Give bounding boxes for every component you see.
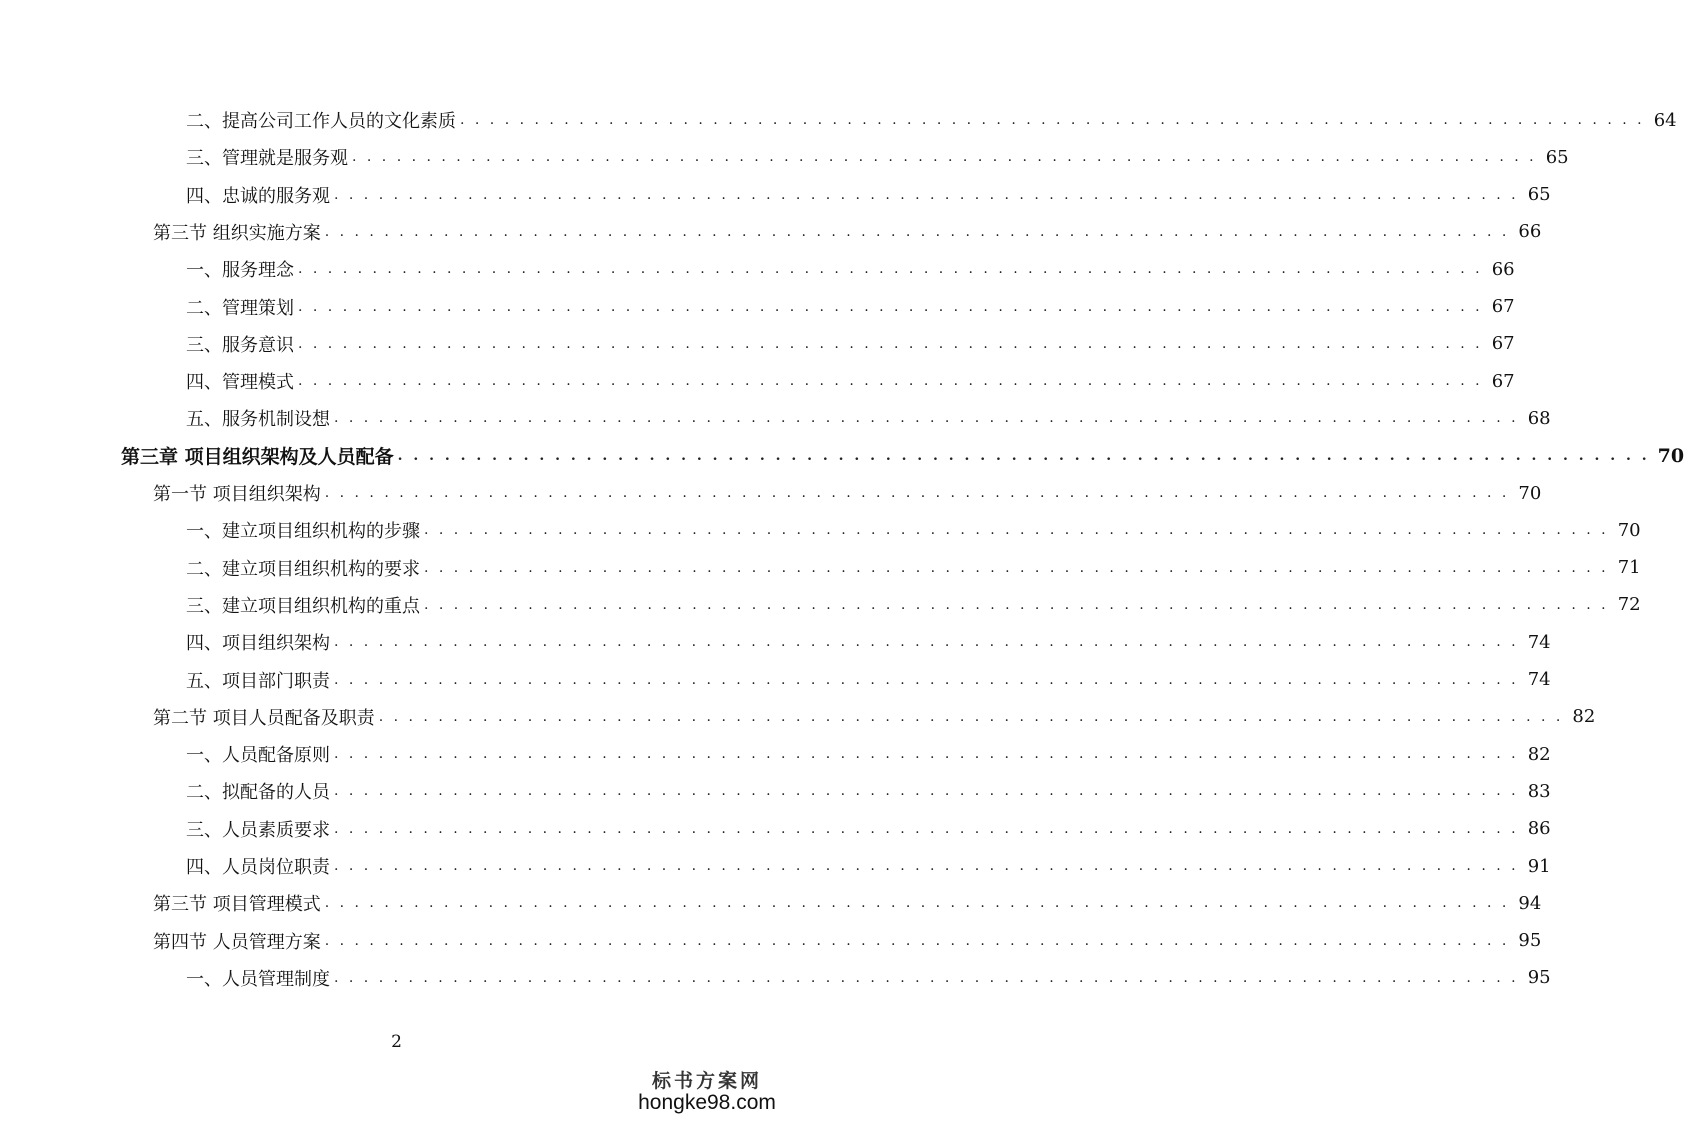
toc-dot-leader: . . . . . . . . . . . . . . . . . . . . . . . . . . . . . . . . . . . . . . . . . . . . . . . . . . . . . . . . . . . . . . . . . . . . . . . . . . . . . . . . bbox=[298, 335, 1483, 352]
toc-dot-leader: . . . . . . . . . . . . . . . . . . . . . . . . . . . . . . . . . . . . . . . . . . . . . . . . . . . . . . . . . . . . . . . . . . . . . . . . . . . . . . . . bbox=[334, 969, 1519, 986]
toc-entry-label: 五、服务机制设想 bbox=[186, 409, 330, 431]
toc-dot-leader: . . . . . . . . . . . . . . . . . . . . . . . . . . . . . . . . . . . . . . . . . . . . . . . . . . . . . . . . . . . . . . . . . . . . . . . . . . . . . . . . bbox=[334, 186, 1519, 203]
toc-entry bbox=[186, 515, 1641, 545]
toc-entry bbox=[186, 403, 1551, 433]
toc-dot-leader: . . . . . . . . . . . . . . . . . . . . . . . . . . . . . . . . . . . . . . . . . . . . . . . . . . . . . . . . . . . . . . . . . . . . . . . . . . . . . . . . bbox=[352, 149, 1537, 166]
toc-entry bbox=[153, 702, 1596, 732]
toc-entry bbox=[186, 963, 1551, 993]
page-number: 2 bbox=[391, 1032, 402, 1052]
toc-entry bbox=[186, 366, 1515, 396]
toc-entry-page: 86 bbox=[1527, 818, 1551, 840]
toc-dot-leader: . . . . . . . . . . . . . . . . . . . . . . . . . . . . . . . . . . . . . . . . . . . . . . . . . . . . . . . . . . . . . . . . . . . . . . . . . . . . . . . . bbox=[334, 746, 1519, 763]
toc-entry bbox=[186, 627, 1551, 657]
toc-entry-page: 66 bbox=[1518, 221, 1542, 243]
toc-entry-page: 82 bbox=[1527, 743, 1551, 765]
toc-entry-page: 67 bbox=[1491, 370, 1515, 392]
toc-entry bbox=[186, 553, 1641, 583]
toc-entry-page: 91 bbox=[1527, 855, 1551, 877]
toc-entry-label: 第三章 项目组织架构及人员配备 bbox=[121, 446, 394, 469]
toc-entry bbox=[186, 180, 1551, 210]
toc-entry-label: 一、建立项目组织机构的步骤 bbox=[186, 521, 420, 543]
toc-dot-leader: . . . . . . . . . . . . . . . . . . . . . . . . . . . . . . . . . . . . . . . . . . . . . . . . . . . . . . . . . . . . . . . . . . . . . . . . . . . . . . . . bbox=[324, 223, 1510, 240]
toc-entry bbox=[153, 217, 1542, 247]
toc-entry-page: 72 bbox=[1617, 594, 1641, 616]
toc-entry bbox=[186, 292, 1515, 322]
toc-dot-leader: . . . . . . . . . . . . . . . . . . . . . . . . . . . . . . . . . . . . . . . . . . . . . . . . . . . . . . . . . . . . . . . . . . . . . . . . . . . . . . . . bbox=[334, 858, 1519, 874]
toc-entry bbox=[186, 776, 1551, 806]
toc-entry-page: 82 bbox=[1572, 706, 1596, 728]
toc-entry bbox=[153, 478, 1542, 508]
toc-entry bbox=[186, 105, 1677, 135]
toc-dot-leader: . . . . . . . . . . . . . . . . . . . . . . . . . . . . . . . . . . . . . . . . . . . . . . . . . . . . . . . . . . . . . . . . . . . . . . . . . . . . . . . . bbox=[324, 932, 1510, 949]
toc-dot-leader: . . . . . . . . . . . . . . . . . . . . . . . . . . . . . . . . . . . . . . . . . . . . . . . . . . . . . . . . . . . . . . . . . . . . . . . . . . . . . . . . bbox=[334, 820, 1519, 837]
toc-entry-page: 68 bbox=[1527, 407, 1551, 429]
toc-entry-label: 一、人员配备原则 bbox=[186, 745, 330, 767]
toc-entry-label: 二、提高公司工作人员的文化素质 bbox=[186, 111, 456, 132]
toc-dot-leader: . . . . . . . . . . . . . . . . . . . . . . . . . . . . . . . . . . . . . . . . . . . . . . . . . . . . . . . . . . . . . . . . . . . . . . . . . . . . . . . . bbox=[424, 559, 1609, 576]
toc-dot-leader: . . . . . . . . . . . . . . . . . . . . . . . . . . . . . . . . . . . . . . . . . . . . . . . . . . . . . . . . . . . . . . . . . . . . . . . . . . . . . . . . bbox=[334, 410, 1519, 427]
toc-dot-leader: . . . . . . . . . . . . . . . . . . . . . . . . . . . . . . . . . . . . . . . . . . . . . . . . . . . . . . . . . . . . . . . . . . . . . . . . . . . . . . . . bbox=[298, 373, 1483, 390]
toc-entry bbox=[186, 665, 1551, 695]
toc-entry bbox=[186, 851, 1551, 881]
toc-entry-label: 三、建立项目组织机构的重点 bbox=[186, 595, 420, 617]
toc-dot-leader: . . . . . . . . . . . . . . . . . . . . . . . . . . . . . . . . . . . . . . . . . . . . . . . . . . . . . . . . . . . . . . . . . . . . . . . . . . . . . . . . bbox=[324, 485, 1510, 501]
toc-dot-leader: . . . . . . . . . . . . . . . . . . . . . . . . . . . . . . . . . . . . . . . . . . . . . . . . . . . . . . . . . . . . . . . . . . . . . . . . . . . . . . . . bbox=[298, 298, 1483, 315]
toc-dot-leader: . . . . . . . . . . . . . . . . . . . . . . . . . . . . . . . . . . . . . . . . . . . . . . . . . . . . . . . . . . . . . . . . . . . . . . . . . . . . . . . . bbox=[397, 447, 1650, 464]
toc-entry-label: 第三节 组织实施方案 bbox=[153, 222, 321, 244]
toc-dot-leader: . . . . . . . . . . . . . . . . . . . . . . . . . . . . . . . . . . . . . . . . . . . . . . . . . . . . . . . . . . . . . . . . . . . . . . . . . . . . . . . . bbox=[298, 261, 1483, 278]
toc-entry-label: 第二节 项目人员配备及职责 bbox=[153, 707, 375, 729]
toc-entry-label: 四、忠诚的服务观 bbox=[186, 185, 330, 207]
toc-dot-leader: . . . . . . . . . . . . . . . . . . . . . . . . . . . . . . . . . . . . . . . . . . . . . . . . . . . . . . . . . . . . . . . . . . . . . . . . . . . . . . . . bbox=[324, 895, 1510, 912]
toc-dot-leader: . . . . . . . . . . . . . . . . . . . . . . . . . . . . . . . . . . . . . . . . . . . . . . . . . . . . . . . . . . . . . . . . . . . . . . . . . . . . . . . . bbox=[334, 634, 1519, 651]
toc-entry-label: 五、项目部门职责 bbox=[186, 670, 330, 692]
toc-entry-page: 95 bbox=[1527, 967, 1551, 989]
toc-entry-page: 70 bbox=[1518, 482, 1542, 504]
toc-entry-page: 70 bbox=[1617, 519, 1641, 541]
toc-entry-page: 65 bbox=[1527, 184, 1551, 206]
toc-entry-page: 83 bbox=[1527, 780, 1551, 802]
toc-entry-label: 一、服务理念 bbox=[186, 260, 294, 282]
toc-entry-page: 74 bbox=[1527, 631, 1551, 653]
toc-entry-label: 二、管理策划 bbox=[186, 297, 294, 319]
toc-dot-leader: . . . . . . . . . . . . . . . . . . . . . . . . . . . . . . . . . . . . . . . . . . . . . . . . . . . . . . . . . . . . . . . . . . . . . . . . . . . . . . . . bbox=[378, 708, 1564, 725]
toc-dot-leader: . . . . . . . . . . . . . . . . . . . . . . . . . . . . . . . . . . . . . . . . . . . . . . . . . . . . . . . . . . . . . . . . . . . . . . . . . . . . . . . . bbox=[424, 522, 1609, 539]
toc-entry-label: 二、拟配备的人员 bbox=[186, 782, 330, 804]
toc-entry bbox=[186, 739, 1551, 769]
toc-entry bbox=[186, 590, 1641, 620]
toc-entry-label: 二、建立项目组织机构的要求 bbox=[186, 558, 420, 580]
toc-entry-page: 67 bbox=[1491, 333, 1515, 355]
toc-entry-page: 65 bbox=[1545, 146, 1569, 168]
toc-entry bbox=[153, 926, 1542, 956]
toc-entry-label: 第一节 项目组织架构 bbox=[153, 484, 321, 505]
toc-dot-leader: . . . . . . . . . . . . . . . . . . . . . . . . . . . . . . . . . . . . . . . . . . . . . . . . . . . . . . . . . . . . . . . . . . . . . . . . . . . . . . . . bbox=[460, 112, 1645, 128]
toc-entry-label: 三、管理就是服务观 bbox=[186, 148, 348, 170]
toc-entry-page: 64 bbox=[1653, 109, 1677, 131]
watermark-title: 标书方案网 bbox=[651, 1070, 762, 1092]
toc-entry-page: 70 bbox=[1657, 444, 1684, 467]
toc-entry-page: 95 bbox=[1518, 930, 1542, 952]
toc-entry-page: 67 bbox=[1491, 296, 1515, 317]
toc-entry-label: 四、管理模式 bbox=[186, 372, 294, 394]
toc-entry-label: 三、人员素质要求 bbox=[186, 819, 330, 841]
toc-entry-label: 一、人员管理制度 bbox=[186, 968, 330, 990]
toc-dot-leader: . . . . . . . . . . . . . . . . . . . . . . . . . . . . . . . . . . . . . . . . . . . . . . . . . . . . . . . . . . . . . . . . . . . . . . . . . . . . . . . . bbox=[334, 783, 1519, 800]
toc-entry-label: 四、人员岗位职责 bbox=[186, 857, 330, 878]
toc-dot-leader: . . . . . . . . . . . . . . . . . . . . . . . . . . . . . . . . . . . . . . . . . . . . . . . . . . . . . . . . . . . . . . . . . . . . . . . . . . . . . . . . bbox=[424, 596, 1609, 613]
toc-dot-leader: . . . . . . . . . . . . . . . . . . . . . . . . . . . . . . . . . . . . . . . . . . . . . . . . . . . . . . . . . . . . . . . . . . . . . . . . . . . . . . . . bbox=[334, 671, 1519, 688]
toc-entry bbox=[121, 441, 1684, 471]
toc-entry-label: 四、项目组织架构 bbox=[186, 633, 330, 655]
watermark-url: hongke98.com bbox=[638, 1091, 776, 1114]
toc-entry-page: 94 bbox=[1518, 892, 1542, 914]
toc-entry-label: 第四节 人员管理方案 bbox=[153, 931, 321, 953]
toc-entry-page: 71 bbox=[1617, 557, 1641, 579]
toc-entry-label: 三、服务意识 bbox=[186, 334, 294, 356]
toc-entry bbox=[186, 329, 1515, 359]
toc-entry bbox=[186, 142, 1569, 172]
toc-entry bbox=[186, 254, 1515, 284]
toc-entry-page: 74 bbox=[1527, 669, 1551, 690]
watermark-logo bbox=[633, 1066, 781, 1115]
toc-entry bbox=[153, 888, 1542, 918]
toc-entry bbox=[186, 814, 1551, 844]
toc-entry-label: 第三节 项目管理模式 bbox=[153, 894, 321, 916]
toc-entry-page: 66 bbox=[1491, 258, 1515, 280]
